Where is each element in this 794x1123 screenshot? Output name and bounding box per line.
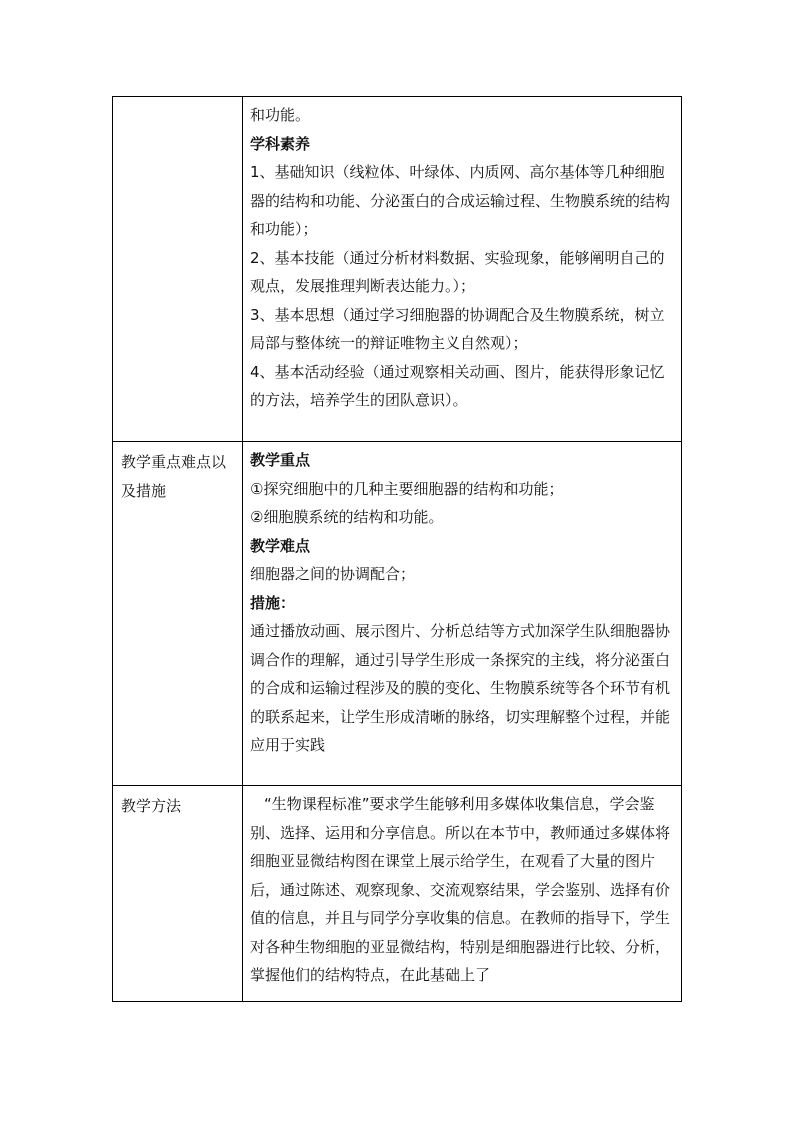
lesson-plan-table <box>112 96 682 1002</box>
section-heading-literacy: 学科素养 <box>250 134 311 153</box>
paragraph: 和功能。 <box>250 106 311 124</box>
paragraph: 通过播放动画、展示图片、分析总结等方式加深学生队细胞器协调合作的理解，通过引导学生形成一条探究的主线，将分泌蛋白的合成和运输过程涉及的膜的变化、生物膜系统等各个环节有机的联系起来，让学生形成清晰的脉络，切实理解整个过程，并能应用于实践 <box>250 622 671 754</box>
paragraph: 4、基本活动经验（通过观察相关动画、图片，能获得形象记忆的方法，培养学生的团队意识）。 <box>250 362 665 409</box>
row-content-cell <box>243 442 682 786</box>
row-label: 教学方法 <box>121 797 182 815</box>
section-heading-measures: 措施： <box>250 593 296 612</box>
section-heading-difficulties: 教学难点 <box>250 536 311 555</box>
paragraph: “生物课程标准”要求学生能够利用多媒体收集信息，学会鉴别、选择、运用和分享信息。所以在本节中，教师通过多媒体将细胞亚显微结构图在课堂上展示给学生，在观看了大量的图片后，通过陈述、观察现象、交流观察结果，学会鉴别、选择有价值的信息，并且与同学分享收集的信息。在教师的指导下，学生对各种生物细胞的亚显微结构，特别是细胞器进行比较、分析，掌握他们的结构特点，在此基础上了 <box>250 795 671 984</box>
paragraph: 细胞器之间的协调配合； <box>250 565 416 583</box>
row-label: 教学重点难点以及措施 <box>121 453 227 500</box>
row-label-cell <box>113 786 243 1002</box>
paragraph: 3、基本思想（通过学习细胞器的协调配合及生物膜系统，树立局部与整体统一的辩证唯物主义自然观）； <box>250 305 665 352</box>
row-label-cell <box>113 97 243 442</box>
paragraph: ①探究细胞中的几种主要细胞器的结构和功能； <box>250 479 564 498</box>
paragraph: 2、基本技能（通过分析材料数据、实验现象，能够阐明自己的观点，发展推理判断表达能力。）； <box>250 248 665 295</box>
row-content-cell <box>243 786 682 1002</box>
table-row-key-points <box>113 442 682 786</box>
paragraph: ②细胞膜系统的结构和功能。 <box>250 508 444 526</box>
table-row-teaching-method <box>113 786 682 1002</box>
row-content-cell <box>243 97 682 442</box>
paragraph: 1、基础知识（线粒体、叶绿体、内质网、高尔基体等几种细胞器的结构和功能、分泌蛋白的合成运输过程、生物膜系统的结构和功能）； <box>250 163 671 238</box>
section-heading-key-points: 教学重点 <box>250 451 311 469</box>
row-label-cell <box>113 442 243 786</box>
row-label <box>113 97 242 103</box>
table-row-literacy <box>113 97 682 442</box>
